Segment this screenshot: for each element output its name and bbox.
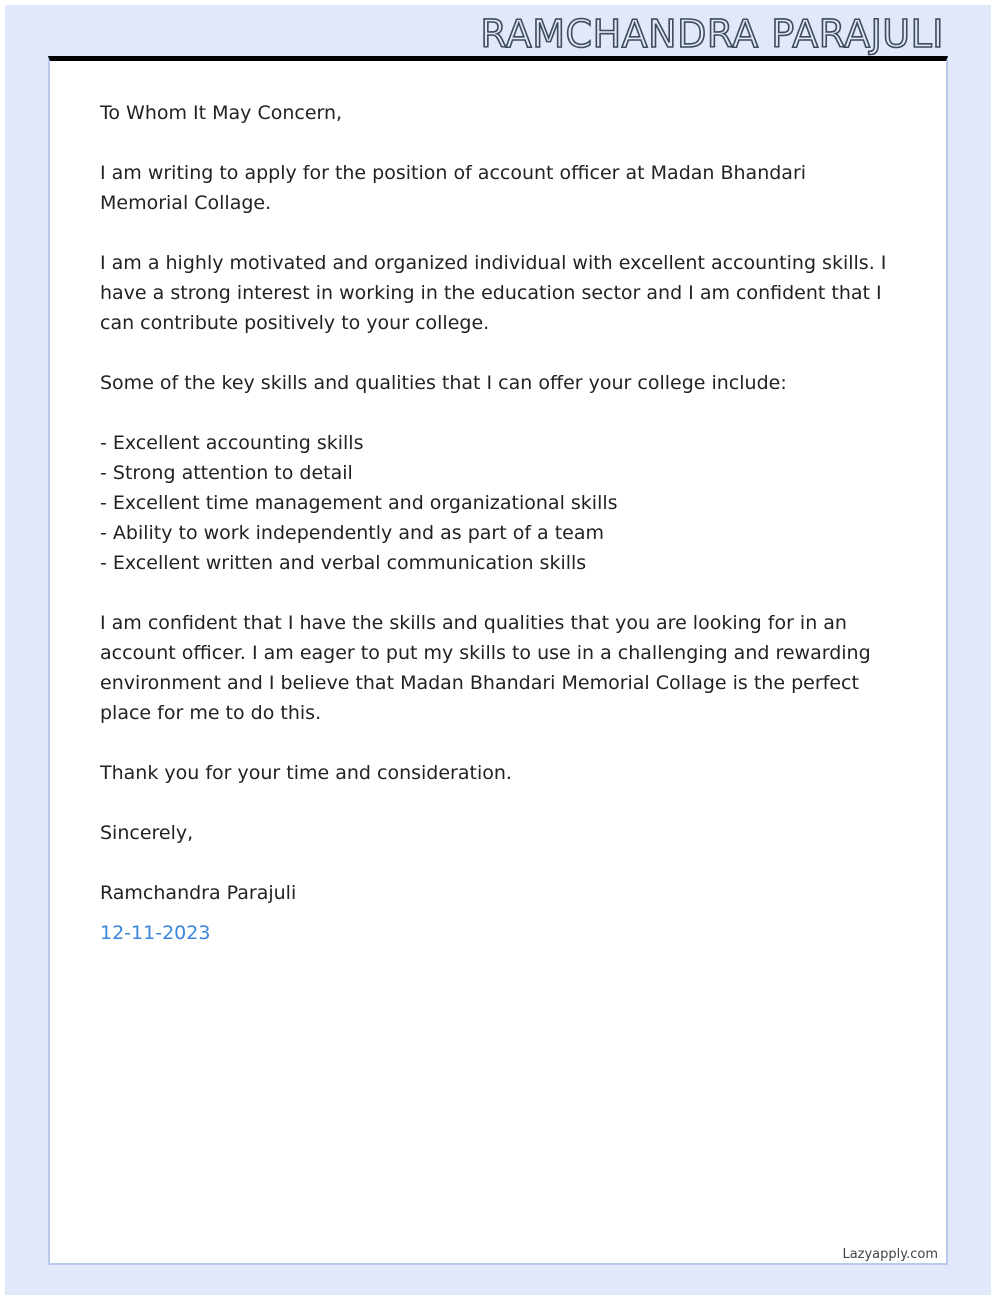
skill-item: - Excellent written and verbal communication skills xyxy=(100,552,587,574)
letter-body xyxy=(100,98,900,948)
skill-item: - Strong attention to detail xyxy=(100,462,353,484)
paragraph-motivation: I am a highly motivated and organized individual with excellent accounting skills. I have a strong interest in working in the education sector and I am confident that I can contribute positively to your college. xyxy=(100,252,887,334)
paragraph-confidence: I am confident that I have the skills and qualities that you are looking for in an account officer. I am eager to put my skills to use in a challenging and rewarding environment and I believe that Madan Bhandari Memorial Collage is the perfect place for me to do this. xyxy=(100,612,871,724)
paragraph-intro: I am writing to apply for the position of account officer at Madan Bhandari Memorial Collage. xyxy=(100,162,807,214)
salutation: To Whom It May Concern, xyxy=(100,102,343,124)
watermark: Lazyapply.com xyxy=(842,1247,938,1262)
signature-name: Ramchandra Parajuli xyxy=(100,882,297,904)
paragraph-skills-intro: Some of the key skills and qualities that I can offer your college include: xyxy=(100,372,787,394)
sign-off: Sincerely, xyxy=(100,822,194,844)
letter-date: 12-11-2023 xyxy=(100,922,211,944)
skills-list xyxy=(100,428,900,578)
skill-item: - Ability to work independently and as part of a team xyxy=(100,522,605,544)
skill-item: - Excellent time management and organizational skills xyxy=(100,492,618,514)
paragraph-thanks: Thank you for your time and consideration. xyxy=(100,762,512,784)
skill-item: - Excellent accounting skills xyxy=(100,432,364,454)
header-applicant-name: RAMCHANDRA PARAJULI xyxy=(480,12,944,56)
